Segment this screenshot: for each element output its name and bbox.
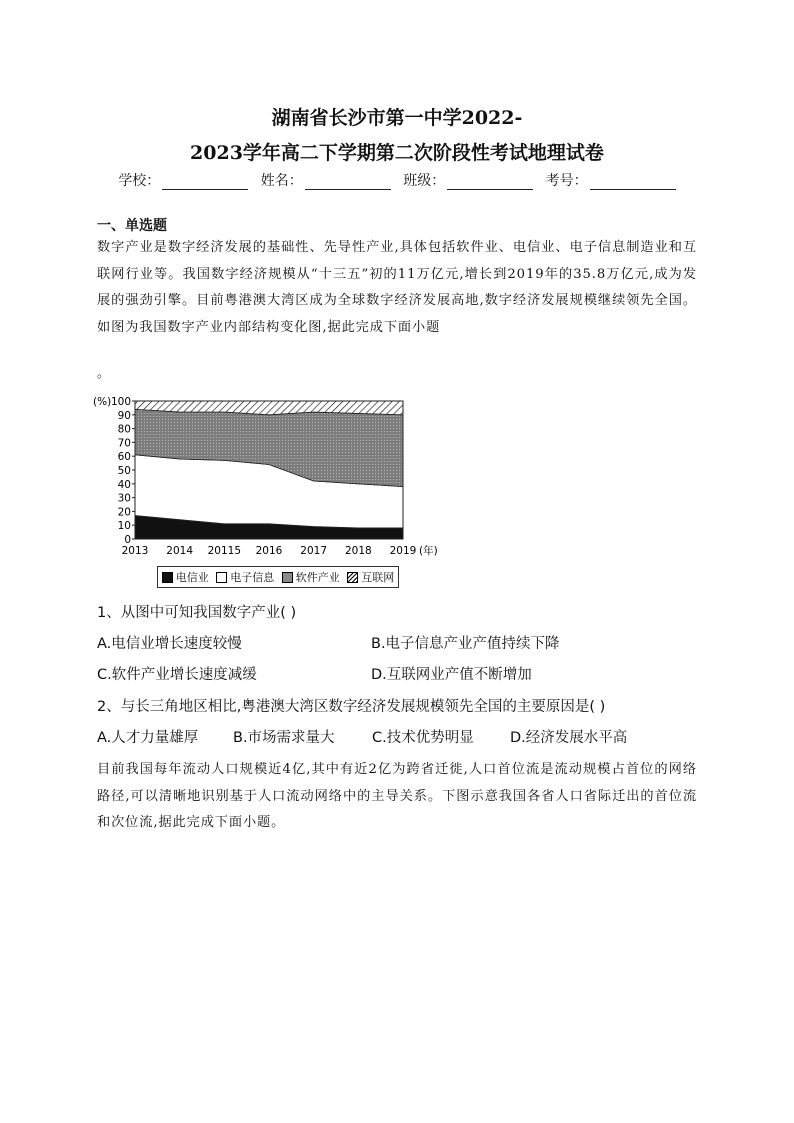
x-tick-label-5: 2018	[344, 545, 372, 557]
legend-swatch-telecom	[162, 572, 173, 583]
school-blank[interactable]	[162, 175, 248, 190]
question-2-option-d[interactable]: D.经济发展水平高	[510, 730, 628, 746]
chart-legend	[157, 566, 399, 588]
x-tick-label-6: 2019	[389, 545, 417, 557]
y-tick-label-6: 60	[117, 451, 131, 464]
legend-swatch-electronics	[216, 572, 227, 583]
name-label: 姓名：	[260, 173, 303, 189]
legend-item-software	[282, 569, 340, 585]
question-2-option-b[interactable]: B.市场需求量大	[233, 730, 335, 746]
y-tick-label-2: 20	[117, 506, 131, 519]
legend-item-electronics	[216, 569, 274, 585]
question-1-option-b[interactable]: B.电子信息产业产值持续下降	[371, 636, 560, 652]
y-tick-label-5: 50	[117, 465, 131, 477]
exam-title-line-1: 湖南省长沙市第一中学2022-	[271, 107, 523, 129]
legend-item-telecom	[162, 569, 209, 585]
legend-label-software: 软件产业	[295, 571, 340, 584]
legend-item-internet	[347, 569, 394, 585]
reading-passage-1: 数字产业是数字经济发展的基础性、先导性产业,具体包括软件业、电信业、电子信息制造业和互联网行业等。我国数字经济规模从“十三五”初的11万亿元,增长到2019年的35.8万亿元,成为发展的强劲引擎。目前粤港澳大湾区成为全球数字经济发展高地,数字经济发展规模继续领先全国。如图为我国数字产业内部结构变化图,据此完成下面小题	[97, 240, 697, 335]
question-1-option-d[interactable]: D.互联网业产值不断增加	[371, 667, 532, 683]
legend-label-internet: 互联网	[361, 571, 395, 584]
question-1-option-c[interactable]: C.软件产业增长速度减缓	[97, 667, 257, 683]
question-2-stem: 2、与长三角地区相比,粤港澳大湾区数字经济发展规模领先全国的主要原因是( )	[97, 699, 606, 715]
y-tick-label-9: 90	[117, 409, 131, 422]
section-heading: 一、单选题	[97, 218, 167, 234]
legend-label-telecom: 电信业	[175, 571, 209, 584]
name-blank[interactable]	[305, 175, 391, 190]
y-axis-unit-label: (%)	[93, 396, 112, 408]
legend-swatch-software	[282, 572, 293, 583]
question-1-option-a[interactable]: A.电信业增长速度较慢	[97, 636, 242, 652]
x-tick-label-0: 2013	[121, 545, 149, 557]
class-label: 班级：	[403, 173, 446, 189]
x-tick-label-3: 2016	[255, 545, 283, 557]
passage-1-tail: 。	[97, 366, 111, 381]
student-info-fields	[0, 170, 794, 190]
x-axis-unit-label: (年)	[419, 545, 438, 557]
x-tick-label-2: 20115	[207, 545, 242, 557]
y-tick-label-3: 30	[117, 492, 131, 505]
y-tick-label-0: 0	[124, 534, 131, 546]
y-tick-label-8: 80	[117, 423, 131, 436]
y-tick-label-1: 10	[117, 520, 131, 533]
legend-swatch-internet	[347, 572, 358, 583]
x-tick-label-1: 2014	[166, 545, 194, 557]
question-2-option-a[interactable]: A.人才力量雄厚	[97, 730, 199, 746]
industry-structure-chart	[90, 392, 440, 564]
exam-title-line-2: 2023学年高二下学期第二次阶段性考试地理试卷	[190, 142, 604, 164]
exam-number-blank[interactable]	[590, 175, 676, 190]
legend-label-electronics: 电子信息	[230, 571, 275, 584]
class-blank[interactable]	[447, 175, 533, 190]
y-tick-label-4: 40	[117, 478, 131, 491]
x-tick-label-4: 2017	[300, 545, 328, 557]
exam-number-label: 考号：	[545, 173, 588, 189]
question-2-option-c[interactable]: C.技术优势明显	[372, 730, 474, 746]
y-tick-label-7: 70	[117, 437, 131, 450]
school-label: 学校：	[118, 173, 161, 189]
reading-passage-2: 目前我国每年流动人口规模近4亿,其中有近2亿为跨省迁徙,人口首位流是流动规模占首位的网络路径,可以清晰地识别基于人口流动网络中的主导关系。下图示意我国各省人口省际迁出的首位流和次位流,据此完成下面小题。	[97, 762, 697, 830]
question-1-stem: 1、从图中可知我国数字产业( )	[97, 605, 297, 621]
y-tick-label-10: 100	[110, 396, 131, 408]
